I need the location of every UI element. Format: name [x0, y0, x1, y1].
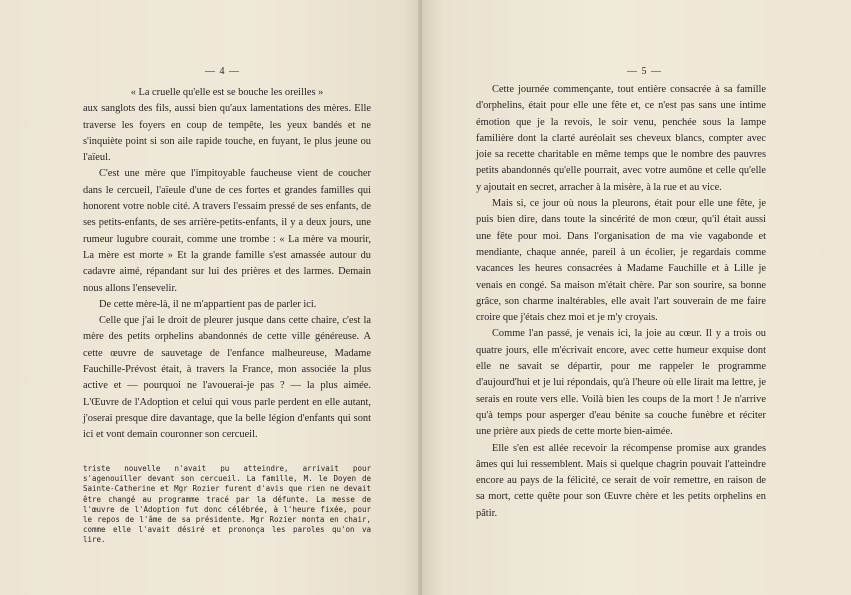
- right-page: [422, 0, 851, 595]
- paragraph: Comme l'an passé, je venais ici, la joie au cœur. Il y a trois ou quatre jours, elle m'écrivait encore, avec cette humeur exquise dont elle ne savait se départir, pour me rappeler le programme d'aujourd'hui et je lui répondais, qu'à l'heure où elle lirait ma lettre, je serais en route vers elle. Voilà bien les coups de la mort ! Je n'arrive qu'à temps pour asperger d'eau bénite sa couche funèbre et réciter une prière aux pieds de cette morte bien-aimée.: [476, 328, 766, 438]
- body-text: [476, 82, 766, 522]
- paragraph: Celle que j'ai le droit de pleurer jusque dans cette chaire, c'est la mère des petits orphelins abandonnés de cette ville généreuse. A cette œuvre de sauvetage de l'enfance malheureuse, Madame Fauchille-Prévost était, à travers la France, mon associée la plus active et — pourquoi ne l'avouerai-je pas ? — la plus aimée. L'Œuvre de l'Adoption et celui qui vous parle perdent en elle autant, j'oserai presque dire davantage, que la belle légion d'enfants qui sont ici et vont demain couronner son cercueil.: [83, 315, 371, 441]
- footnote: [83, 464, 371, 546]
- left-page: [0, 0, 420, 595]
- paragraph: Elle s'en est allée recevoir la récompense promise aux grandes âmes qui lui ressemblent. Mais si quelque chagrin pouvait l'atteindre encore au pays de la félicité, ce serait de voir remettre, en raison de sa mort, cette quête pour son Œuvre chère et les petits orphelins en pâtir.: [476, 442, 766, 519]
- footnote-text: triste nouvelle n'avait pu atteindre, arrivait pour s'agenouiller devant son cercueil. La famille, M. le Doyen de Sainte-Catherine et Mgr Rozier furent d'avis que rien ne devait être changé au programme tracé par la défunte. La messe de l'œuvre de l'Adoption fut donc célébrée, à l'heure fixée, pour le repos de l'âme de sa présidente. Mgr Rozier monta en chair, comme elle l'avait désiré et prononça les paroles qu'on va lire.: [83, 464, 371, 545]
- paragraph: Cette journée commençante, tout entière consacrée à sa famille d'orphelins, était pour elle une fête et, ce n'est pas sans une intime émotion que je la revois, le soir venu, penchée sous la lampe familière dont la clarté auréolait ses cheveux blancs, compter avec joie sa recette charitable en même temps que le nombre des pauvres petits abandonnés qu'elle pourrait, avec votre aumône et celle qu'elle y ajoutait en secret, arracher à la misère, à la rue et au vice.: [476, 84, 766, 193]
- paragraph: De cette mère-là, il ne m'appartient pas de parler ici.: [99, 298, 317, 310]
- page-number: — 5 —: [627, 66, 662, 77]
- paragraph: aux sanglots des fils, aussi bien qu'aux lamentations des mères. Elle traverse les foyers en coup de tempête, les yeux bandés et ne s'inquiète point si son aile rapide touche, en fuyant, le plus jeune ou l'aïeul.: [83, 103, 371, 164]
- paragraph: Mais si, ce jour où nous la pleurons, était pour elle une fête, je puis bien dire, dans toute la sincérité de mon cœur, qu'il était aussi une fête pour moi. Dans l'organisation de ma vie vagabonde et mendiante, chaque année, pareil à un écolier, je regardais comme vacances les heures consacrées à Madame Fauchille et à Lille je venais en congé. Sa maison m'était chère. Par son sourire, sa bonne grâce, son charme inaltérables, elle avait l'art souverain de me faire croire que j'étais chez moi et je m'y croyais.: [476, 198, 766, 324]
- paragraph: C'est une mère que l'impitoyable faucheuse vient de coucher dans le cercueil, l'aïeule d'une de ces fortes et grandes familles qui honorent votre noble cité. A travers l'essaim pressé de ses enfants, de ses petits-enfants, de ses arrière-petits-enfants, il y a deux jours, une rumeur lugubre courait, comme une trombe : « La mère va mourir, La mère est morte » Et la grande famille s'est amassée autour du cadavre aimé, répandant sur lui des prières et des larmes. Demain nous allons l'ensevelir.: [83, 168, 371, 294]
- page-number: — 4 —: [205, 66, 240, 77]
- opening-quote: « La cruelle qu'elle est se bouche les oreilles »: [130, 87, 324, 98]
- body-text: [83, 85, 371, 444]
